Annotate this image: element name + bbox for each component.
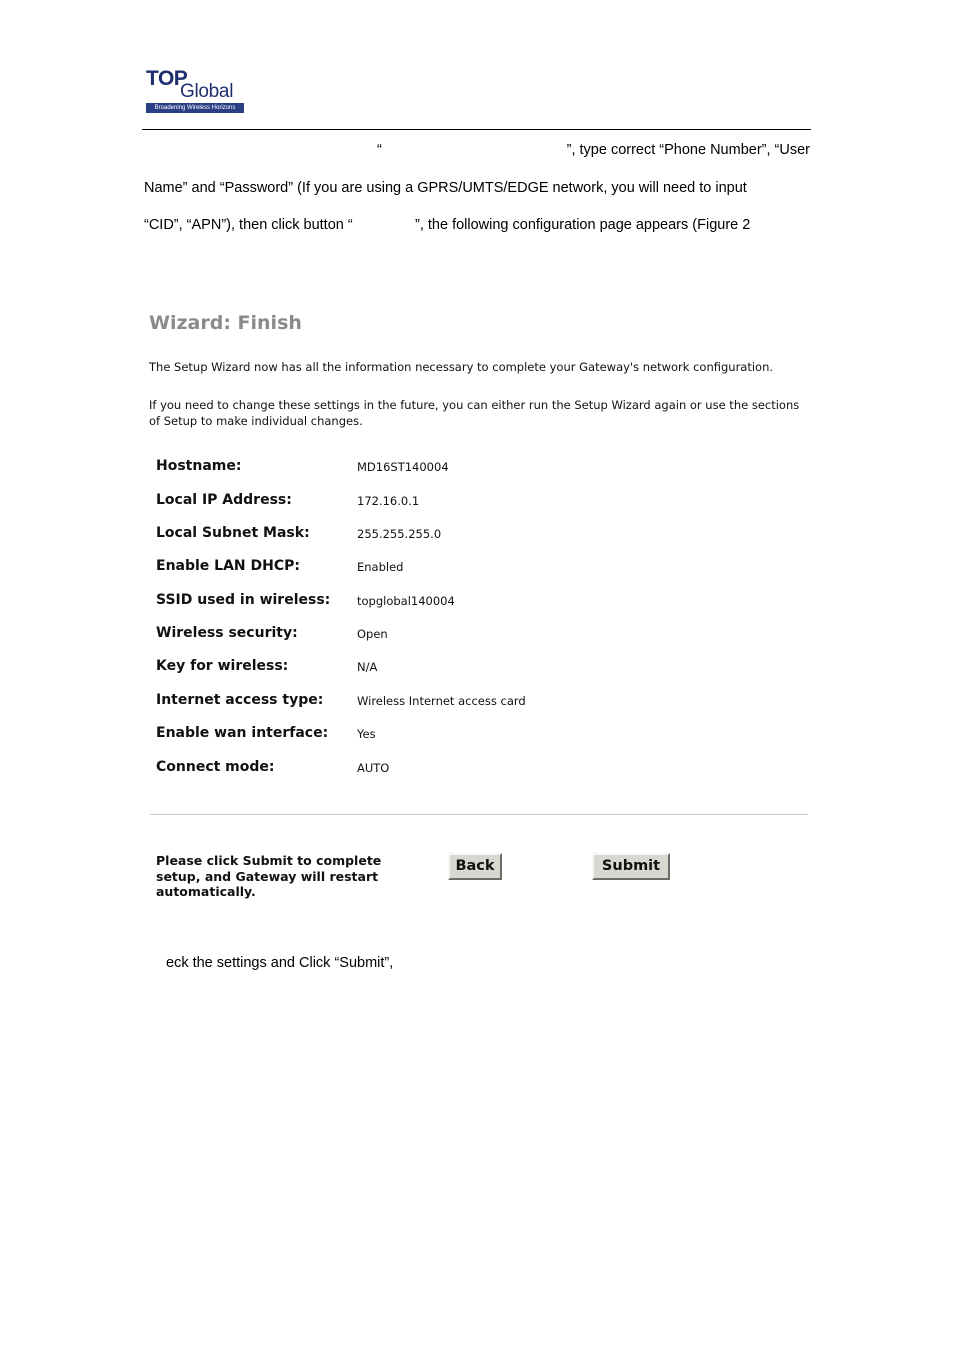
wizard-title: Wizard: Finish <box>149 312 302 334</box>
setting-label: Enable LAN DHCP: <box>156 558 300 574</box>
setting-label: Connect mode: <box>156 759 275 775</box>
wizard-finish-panel <box>140 300 815 920</box>
wizard-intro: The Setup Wizard now has all the information necessary to complete your Gateway's network configuration. <box>149 360 774 374</box>
setting-label: Hostname: <box>156 458 242 474</box>
body-line-2: Name” and “Password” (If you are using a GPRS/UMTS/EDGE network, you will need to input <box>144 180 747 196</box>
logo-tagline: Broadening Wireless Horizons <box>146 103 244 113</box>
submit-instruction: Please click Submit to complete setup, and Gateway will restart automatically. <box>156 853 382 899</box>
body-footer-line: eck the settings and Click “Submit”, <box>166 955 394 971</box>
setting-value: MD16ST140004 <box>357 460 449 474</box>
logo-global-text: Global <box>180 81 234 102</box>
setting-label: Wireless security: <box>156 625 298 641</box>
logo-top-text: TOP <box>146 67 188 90</box>
wizard-divider <box>150 814 808 815</box>
setting-label: Key for wireless: <box>156 658 289 674</box>
wizard-change-note: If you need to change these settings in the future, you can either run the Setup Wizard again or use the sections of Setup to make individual changes. <box>149 398 800 428</box>
setting-label: Internet access type: <box>156 692 324 708</box>
header-divider <box>142 129 811 130</box>
body-line-3a: “CID”, “APN”), then click button “ <box>144 217 353 233</box>
body-line-1-quote: “ <box>377 142 382 158</box>
setting-value: topglobal140004 <box>357 594 455 608</box>
setting-value: Wireless Internet access card <box>357 694 526 708</box>
body-line-3b: ”, the following configuration page appears (Figure 2 <box>415 217 751 233</box>
setting-label: Local IP Address: <box>156 492 292 508</box>
back-button[interactable]: Back <box>448 853 502 880</box>
topglobal-logo <box>146 68 246 116</box>
setting-value: 172.16.0.1 <box>357 494 420 508</box>
setting-label: Enable wan interface: <box>156 725 329 741</box>
setting-value: Yes <box>357 727 376 741</box>
setting-value: Enabled <box>357 560 404 574</box>
submit-button[interactable]: Submit <box>592 853 670 880</box>
setting-label: Local Subnet Mask: <box>156 525 310 541</box>
setting-value: N/A <box>357 660 378 674</box>
setting-label: SSID used in wireless: <box>156 592 331 608</box>
setting-value: AUTO <box>357 761 390 775</box>
setting-value: 255.255.255.0 <box>357 527 442 541</box>
setting-value: Open <box>357 627 388 641</box>
body-line-1: ”, type correct “Phone Number”, “User <box>566 142 810 158</box>
